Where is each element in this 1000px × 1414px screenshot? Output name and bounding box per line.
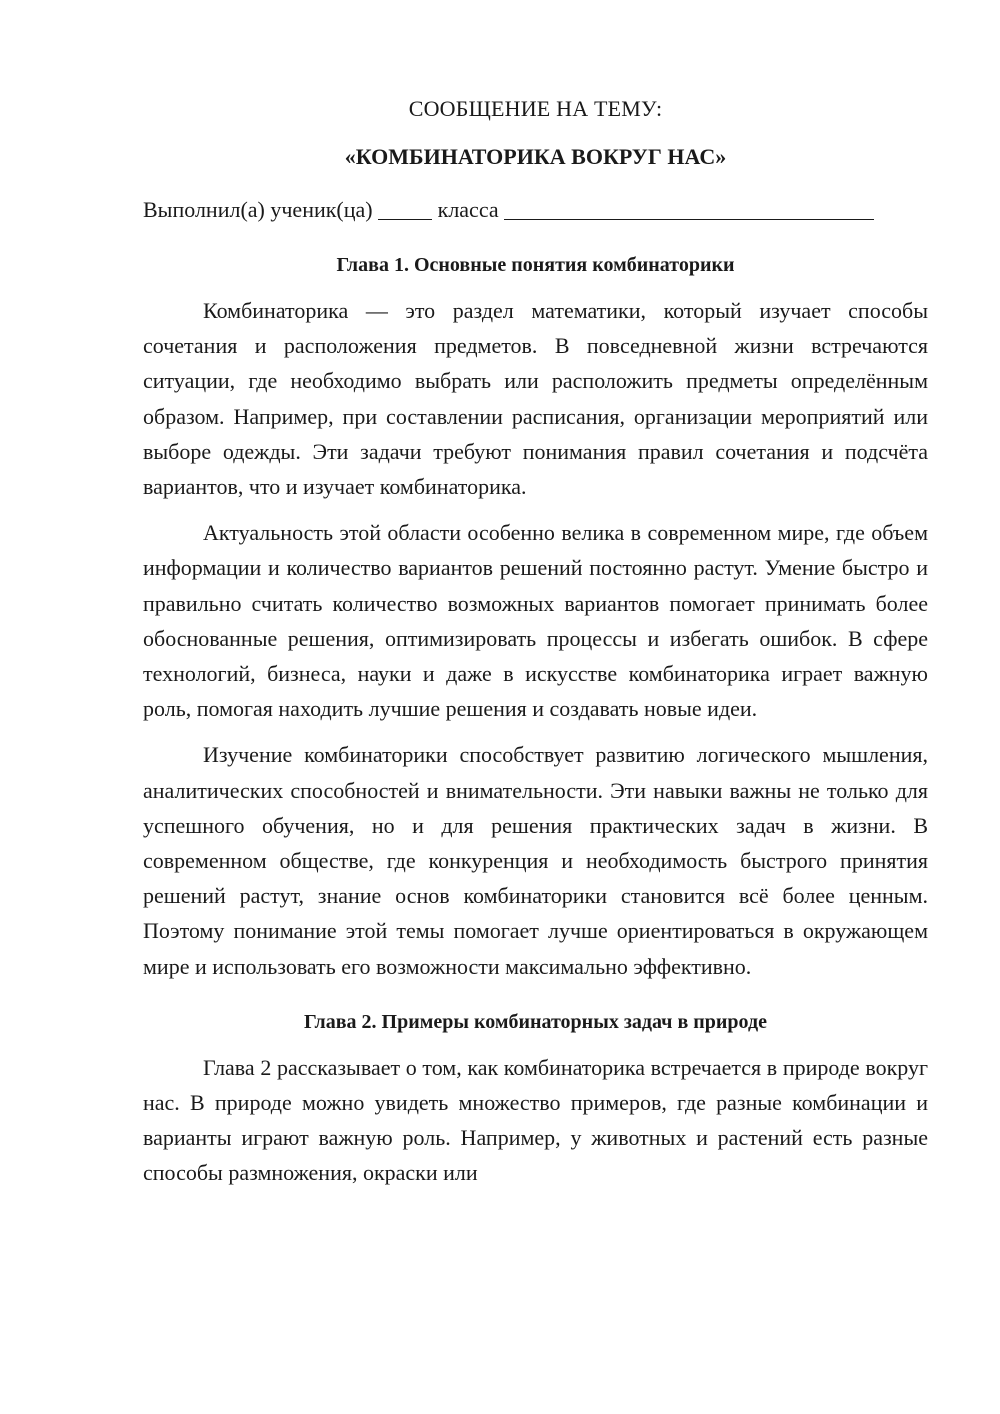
author-prefix: Выполнил(а) ученик(ца) xyxy=(143,197,373,222)
author-line xyxy=(143,193,928,227)
chapter-1-paragraph-2: Актуальность этой области особенно велика в современном мире, где объем информации и количество вариантов решений постоянно растут. Умение быстро и правильно считать количество возможных вариантов помогает принимать более обоснованные решения, оптимизировать процессы и избегать ошибок. В сфере технологий, бизнеса, науки и даже в искусстве комбинаторика играет важную роль, помогая находить лучшие решения и создавать новые идеи. xyxy=(143,520,928,722)
author-class-word: класса xyxy=(437,197,499,222)
document-title-line-1: СООБЩЕНИЕ НА ТЕМУ: xyxy=(408,96,663,121)
class-number-blank xyxy=(378,197,432,220)
chapter-1-heading: Глава 1. Основные понятия комбинаторики xyxy=(336,254,735,276)
document-title-line-2: «КОМБИНАТОРИКА ВОКРУГ НАС» xyxy=(344,144,727,169)
chapter-1-paragraph-3: Изучение комбинаторики способствует развитию логического мышления, аналитических способностей и внимательности. Эти навыки важны не только для успешного обучения, но и для решения практических задач в жизни. В современном обществе, где конкуренция и необходимость быстрого принятия решений растут, знание основ комбинаторики становится всё более ценным. Поэтому понимание этой темы помогает лучше ориентироваться в окружающем мире и использовать его возможности максимально эффективно. xyxy=(143,742,928,979)
chapter-2-heading: Глава 2. Примеры комбинаторных задач в природе xyxy=(304,1010,767,1033)
document-page xyxy=(143,92,928,1191)
chapter-1-paragraph-1: Комбинаторика — это раздел математики, который изучает способы сочетания и расположения предметов. В повседневной жизни встречаются ситуации, где необходимо выбрать или расположить предметы определённым образом. Например, при составлении расписания, организации мероприятий или выборе одежды. Эти задачи требуют понимания правил сочетания и подсчёта вариантов, что и изучает комбинаторика. xyxy=(143,298,928,500)
chapter-2-paragraph-1: Глава 2 рассказывает о том, как комбинаторика встречается в природе вокруг нас. В природе можно увидеть множество примеров, где разные комбинации и варианты играют важную роль. Например, у животных и растений есть разные способы размножения, окраски или xyxy=(143,1054,928,1186)
student-name-blank xyxy=(504,197,874,220)
